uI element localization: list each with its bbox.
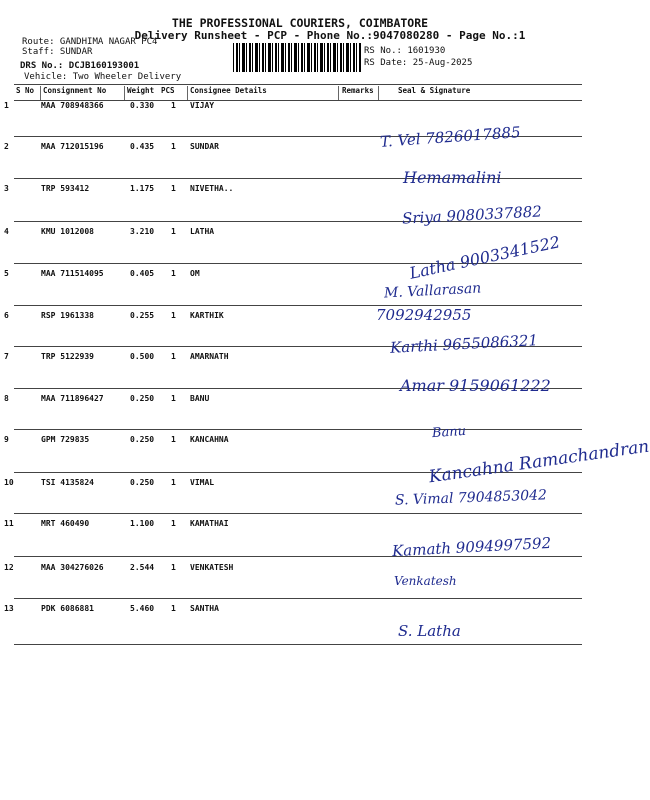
- row-pcs: 1: [171, 604, 176, 613]
- row-consignment-number: MAA 712015196: [41, 142, 104, 151]
- row-pcs: 1: [171, 311, 176, 320]
- row-consignee-name: LATHA: [190, 227, 215, 236]
- row-sno: 8: [4, 394, 9, 403]
- row-separator: [14, 429, 582, 430]
- barcode-image: [233, 43, 361, 72]
- row-sno: 12: [4, 563, 14, 572]
- row-consignee-name: OM: [190, 269, 200, 278]
- row-consignment-number: KMU 1012008: [41, 227, 94, 236]
- row-consignment-number: MRT 460490: [41, 519, 90, 528]
- column-header-sno: S No: [16, 86, 35, 95]
- row-sno: 9: [4, 435, 9, 444]
- row-weight: 0.250: [130, 478, 155, 487]
- row-sno: 11: [4, 519, 14, 528]
- row-sno: 4: [4, 227, 9, 236]
- drs-number: [20, 61, 139, 71]
- row-weight: 0.255: [130, 311, 155, 320]
- company-title: THE PROFESSIONAL COURIERS, COIMBATORE: [171, 16, 429, 30]
- row-sno: 1: [4, 101, 9, 110]
- row-pcs: 1: [171, 478, 176, 487]
- signature: Sriya 9080337882: [401, 202, 543, 228]
- row-separator: [14, 556, 582, 557]
- row-pcs: 1: [171, 394, 176, 403]
- row-consignee-name: KANCAHNA: [190, 435, 229, 444]
- row-consignee-name: VIJAY: [190, 101, 215, 110]
- signature: Karthi 9655086321: [389, 331, 539, 357]
- row-sno: 2: [4, 142, 9, 151]
- row-sno: 10: [4, 478, 14, 487]
- signature: T. Vel 7826017885: [379, 123, 522, 151]
- row-consignment-number: TRP 593412: [41, 184, 90, 193]
- drs-value: DCJB160193001: [68, 61, 140, 71]
- signature: Venkatesh: [394, 574, 457, 588]
- row-pcs: 1: [171, 435, 176, 444]
- row-weight: 0.250: [130, 394, 155, 403]
- row-consignee-name: AMARNATH: [190, 352, 229, 361]
- column-separator: [40, 86, 41, 100]
- row-sno: 3: [4, 184, 9, 193]
- row-consignment-number: MAA 708948366: [41, 101, 104, 110]
- row-sno: 7: [4, 352, 9, 361]
- signature: Amar 9159061222: [400, 376, 551, 395]
- row-weight: 1.100: [130, 519, 155, 528]
- route-label: Route: GANDHIMA NAGAR PC4: [22, 37, 158, 47]
- vehicle-label: Vehicle: Two Wheeler Delivery: [24, 72, 182, 82]
- row-weight: 1.175: [130, 184, 155, 193]
- column-header-remarks: Remarks: [342, 86, 374, 95]
- column-header-consignee: Consignee Details: [190, 86, 267, 95]
- signature: 7092942955: [376, 306, 472, 324]
- row-weight: 0.250: [130, 435, 155, 444]
- row-pcs: 1: [171, 142, 176, 151]
- row-weight: 3.210: [130, 227, 155, 236]
- header-top-rule: [14, 84, 582, 85]
- row-pcs: 1: [171, 352, 176, 361]
- row-consignment-number: TRP 5122939: [41, 352, 94, 361]
- runsheet-subtitle: Delivery Runsheet - PCP - Phone No.:9047080280 - Page No.:1: [134, 29, 526, 42]
- signature: S. Vimal 7904853042: [394, 487, 548, 509]
- row-consignee-name: KAMATHAI: [190, 519, 229, 528]
- row-weight: 2.544: [130, 563, 155, 572]
- row-weight: 0.500: [130, 352, 155, 361]
- row-consignment-number: MAA 711896427: [41, 394, 104, 403]
- row-separator: [14, 305, 582, 306]
- row-consignment-number: RSP 1961338: [41, 311, 94, 320]
- row-pcs: 1: [171, 269, 176, 278]
- signature: Latha 9003341522: [407, 232, 562, 283]
- row-consignee-name: VIMAL: [190, 478, 215, 487]
- signature: S. Latha: [398, 622, 461, 640]
- signature: Hemamalini: [403, 168, 502, 187]
- row-sno: 6: [4, 311, 9, 320]
- row-pcs: 1: [171, 184, 176, 193]
- row-pcs: 1: [171, 101, 176, 110]
- column-separator: [187, 86, 188, 100]
- column-header-seal: Seal & Signature: [398, 86, 471, 95]
- row-consignment-number: GPM 729835: [41, 435, 90, 444]
- row-consignment-number: PDK 6086881: [41, 604, 94, 613]
- drs-label: DRS No.:: [20, 61, 64, 71]
- row-consignment-number: MAA 304276026: [41, 563, 104, 572]
- row-consignee-name: SUNDAR: [190, 142, 219, 151]
- staff-label: Staff: SUNDAR: [22, 47, 93, 57]
- row-consignee-name: SANTHA: [190, 604, 219, 613]
- signature: Kancahna Ramachandran: [427, 436, 650, 488]
- column-header-pcs: PCS: [161, 86, 175, 95]
- rs-date: RS Date: 25-Aug-2025: [364, 58, 473, 68]
- signature: M. Vallarasan: [383, 280, 482, 302]
- row-weight: 0.330: [130, 101, 155, 110]
- rs-number: RS No.: 1601930: [364, 46, 446, 56]
- column-separator: [124, 86, 125, 100]
- column-separator: [338, 86, 339, 100]
- column-header-weight: Weight: [127, 86, 155, 95]
- row-separator: [14, 598, 582, 599]
- column-separator: [378, 86, 379, 100]
- row-consignee-name: BANU: [190, 394, 210, 403]
- column-header-consignment: Consignment No: [43, 86, 107, 95]
- row-sno: 13: [4, 604, 14, 613]
- row-weight: 0.405: [130, 269, 155, 278]
- row-weight: 5.460: [130, 604, 155, 613]
- row-consignee-name: NIVETHA..: [190, 184, 234, 193]
- row-consignment-number: MAA 711514095: [41, 269, 104, 278]
- row-pcs: 1: [171, 519, 176, 528]
- row-consignee-name: VENKATESH: [190, 563, 234, 572]
- row-separator: [14, 513, 582, 514]
- row-weight: 0.435: [130, 142, 155, 151]
- row-consignee-name: KARTHIK: [190, 311, 224, 320]
- row-consignment-number: TSI 4135824: [41, 478, 94, 487]
- signature: Kamath 9094997592: [391, 533, 552, 561]
- row-separator: [14, 644, 582, 645]
- signature: Banu: [431, 423, 467, 442]
- row-pcs: 1: [171, 227, 176, 236]
- row-pcs: 1: [171, 563, 176, 572]
- row-sno: 5: [4, 269, 9, 278]
